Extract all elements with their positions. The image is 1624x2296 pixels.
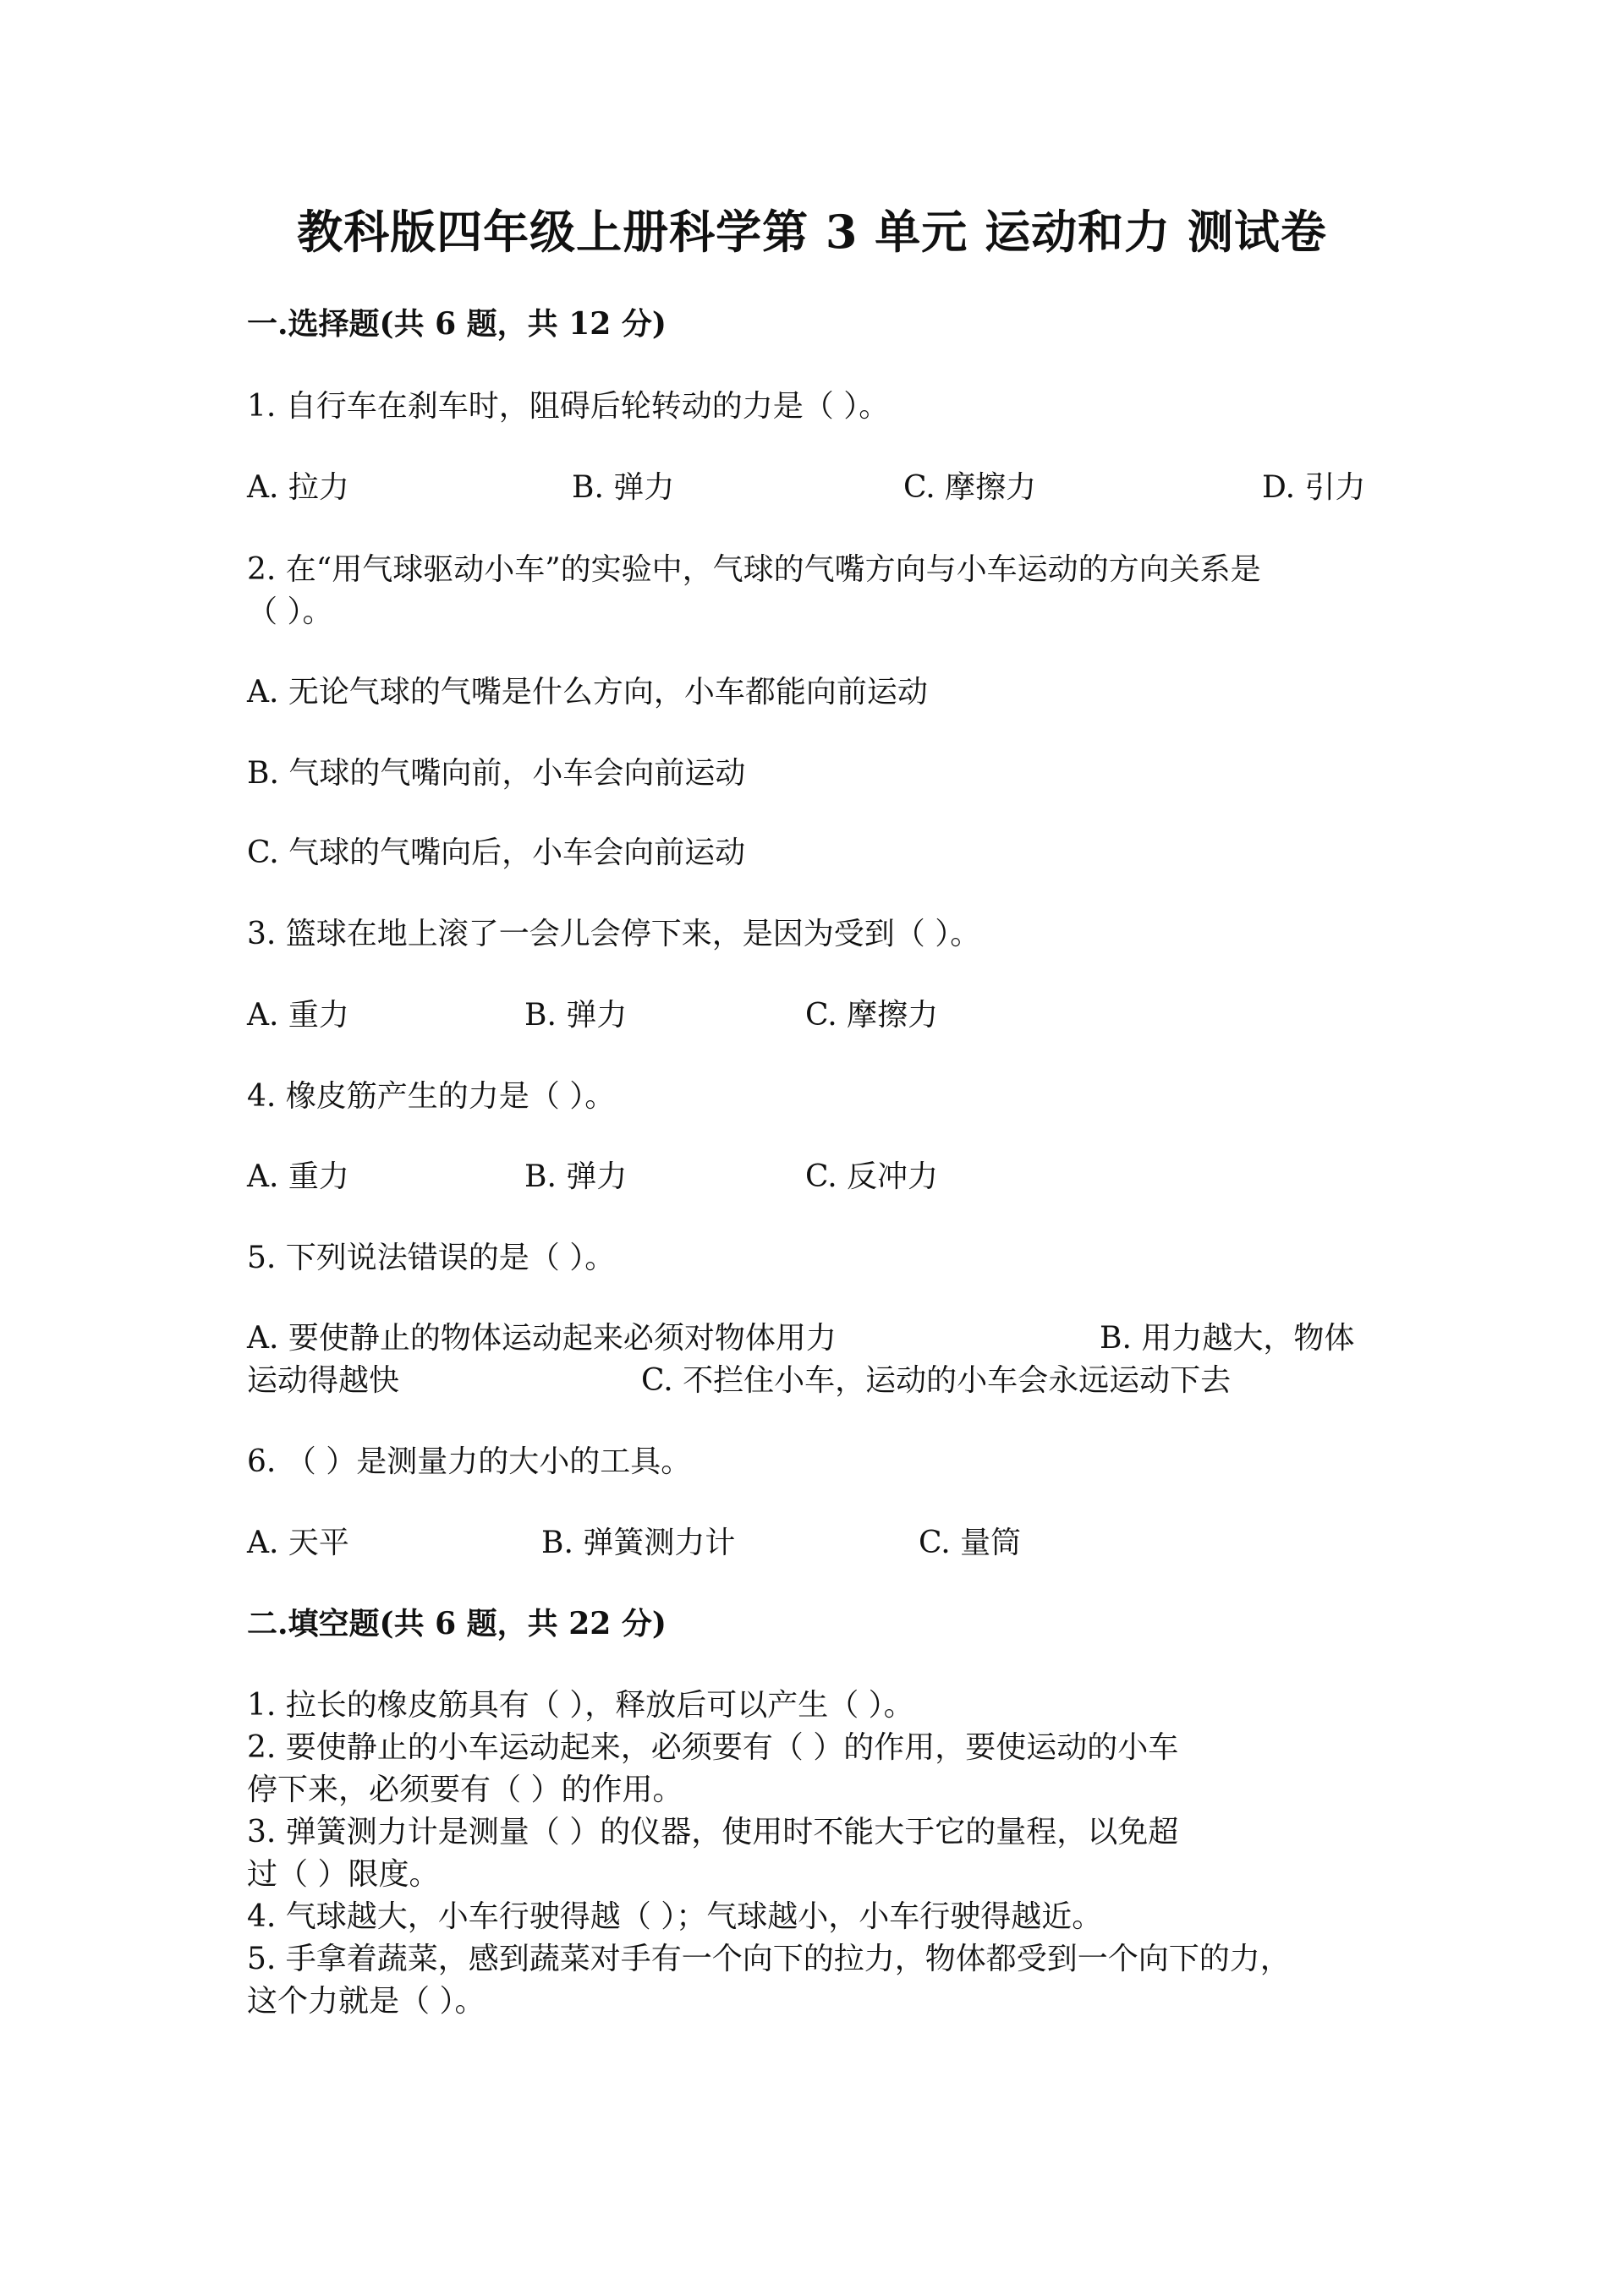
q4-option-c: C. 反冲力 xyxy=(805,1159,939,1194)
q3-option-a: A. 重力 xyxy=(247,998,349,1033)
question-6: 6. （ ）是测量力的大小的工具。 xyxy=(247,1444,692,1479)
q3-option-c: C. 摩擦力 xyxy=(805,998,939,1033)
q6-option-b: B. 弹簧测力计 xyxy=(541,1526,736,1560)
paper-title: 教科版四年级上册科学第 3 单元 运动和力 测试卷 xyxy=(297,205,1327,259)
q5-option-c: C. 不拦住小车，运动的小车会永远运动下去 xyxy=(641,1363,1232,1398)
q5-option-b: B. 用力越大，物体 xyxy=(1100,1321,1355,1356)
fill-blank-line-2: 2. 要使静止的小车运动起来，必须要有（ ）的作用，要使运动的小车 xyxy=(247,1730,1179,1765)
q6-option-a: A. 天平 xyxy=(247,1526,349,1560)
q4-option-a: A. 重力 xyxy=(247,1159,349,1194)
question-2-line-1: 2. 在“用气球驱动小车”的实验中，气球的气嘴方向与小车运动的方向关系是 xyxy=(247,552,1261,587)
q6-option-c: C. 量筒 xyxy=(919,1526,1022,1560)
q2-option-c: C. 气球的气嘴向后，小车会向前运动 xyxy=(247,836,746,870)
q1-option-b: B. 弹力 xyxy=(572,470,675,505)
q4-option-b: B. 弹力 xyxy=(524,1159,628,1194)
q1-option-d: D. 引力 xyxy=(1262,470,1366,505)
q3-option-b: B. 弹力 xyxy=(524,998,628,1033)
q1-option-c: C. 摩擦力 xyxy=(903,470,1037,505)
fill-blank-line-6: 4. 气球越大，小车行驶得越（ ）；气球越小，小车行驶得越近。 xyxy=(247,1899,1103,1934)
question-4: 4. 橡皮筋产生的力是（ ）。 xyxy=(247,1079,616,1114)
question-5: 5. 下列说法错误的是（ ）。 xyxy=(247,1241,616,1275)
fill-blank-line-4: 3. 弹簧测力计是测量（ ）的仪器，使用时不能大于它的量程，以免超 xyxy=(247,1815,1179,1849)
question-3: 3. 篮球在地上滚了一会儿会停下来，是因为受到（ ）。 xyxy=(247,917,981,951)
fill-blank-line-8: 这个力就是（ ）。 xyxy=(247,1984,486,2019)
question-1: 1. 自行车在刹车时，阻碍后轮转动的力是（ ）。 xyxy=(247,389,890,424)
q2-option-b: B. 气球的气嘴向前，小车会向前运动 xyxy=(247,756,746,791)
q5-option-b-continued: 运动得越快 xyxy=(247,1363,400,1398)
question-2-line-2: （ ）。 xyxy=(247,595,333,629)
fill-blank-line-3: 停下来，必须要有（ ）的作用。 xyxy=(247,1773,683,1807)
fill-blank-line-1: 1. 拉长的橡皮筋具有（ ），释放后可以产生（ ）。 xyxy=(247,1688,914,1723)
q5-option-a: A. 要使静止的物体运动起来必须对物体用力 xyxy=(247,1321,837,1356)
q2-option-a: A. 无论气球的气嘴是什么方向，小车都能向前运动 xyxy=(247,675,928,710)
fill-blank-line-5: 过（ ）限度。 xyxy=(247,1857,440,1892)
section-heading-fill-blank: 二.填空题(共 6 题，共 22 分) xyxy=(247,1606,667,1641)
section-heading-choice: 一.选择题(共 6 题，共 12 分) xyxy=(247,306,667,342)
fill-blank-line-7: 5. 手拿着蔬菜，感到蔬菜对手有一个向下的拉力，物体都受到一个向下的力， xyxy=(247,1942,1291,1976)
q1-option-a: A. 拉力 xyxy=(247,470,349,505)
